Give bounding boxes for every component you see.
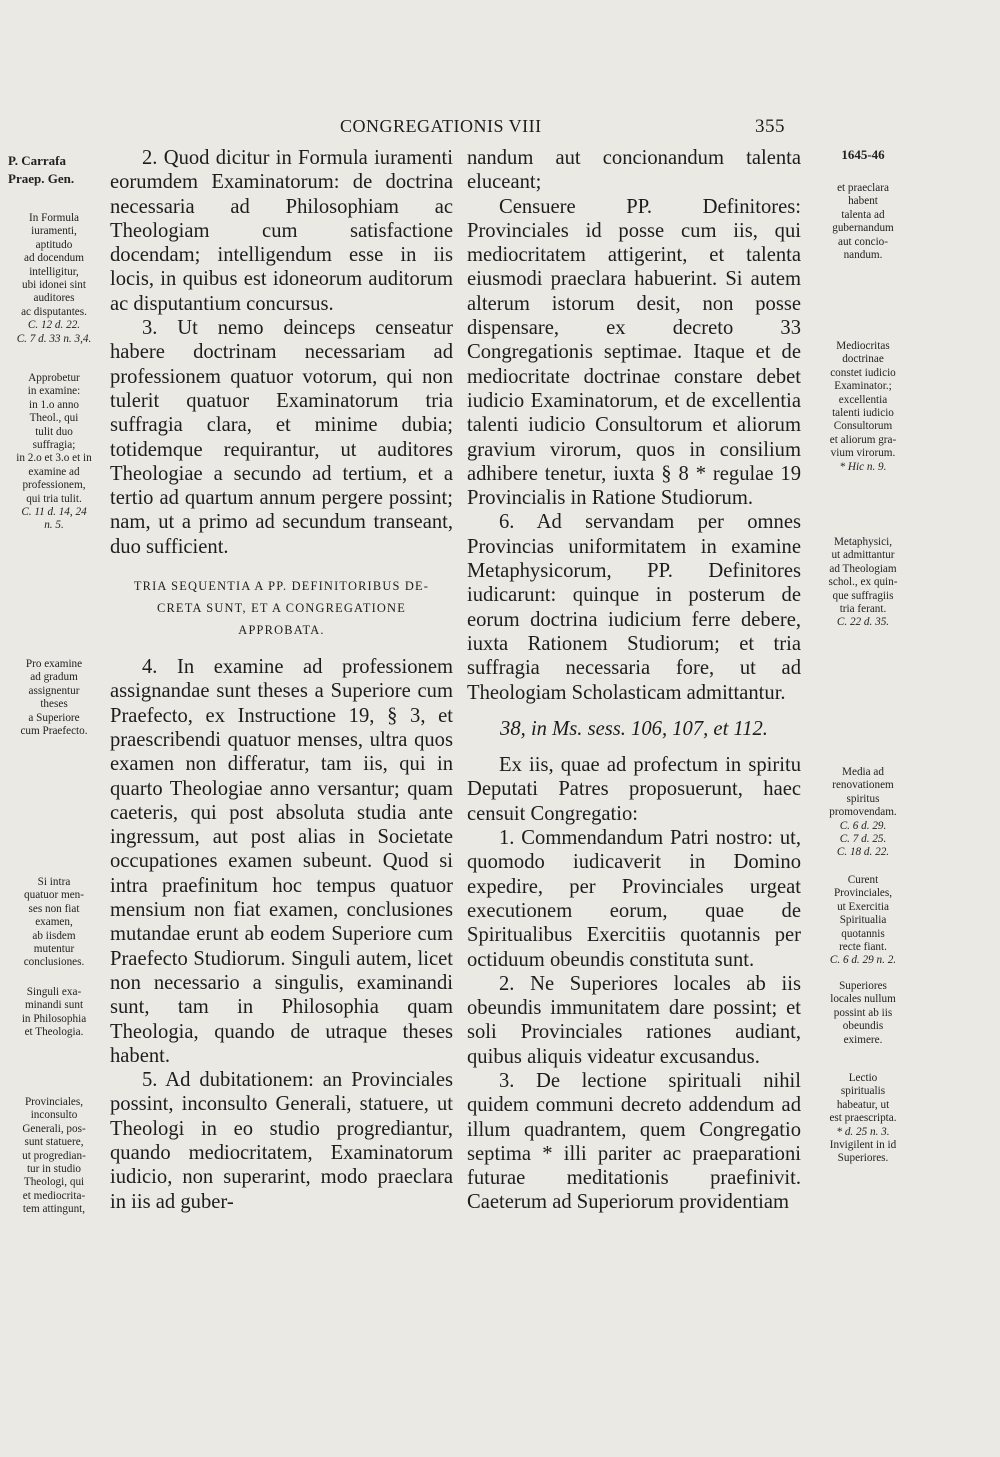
left-note-line: conclusiones. [23, 956, 85, 969]
left-note-line: ad docendum [24, 252, 84, 265]
right-note-line: possint ab iis [833, 1006, 893, 1019]
right-note-reference: C. 18 d. 22. [836, 846, 890, 859]
left-note-line: Theologi, qui [23, 1176, 85, 1189]
left-note-line: ad gradum [30, 671, 78, 684]
left-note-line: mutentur [33, 943, 75, 956]
paragraph-censuere: Censuere PP. Definitores: Provinciales id posse cum iis, qui mediocritatem attigerint, et talenta eiusmodi praeclara habuerint. Si autem alterum istorum desit, non posse dispensare, ex decreto 33 Congregationis septimae. Itaque et de mediocritate doctrinae constare debet iudicio Examinatorum, et de excellentia talenti iudicio Consultorum et aliorum gravium virorum, quos in consilium adhibere tenetur, iuxta § 8 * regulae 19 Provincialis in Ratione Studiorum. [467, 195, 801, 510]
right-note-line: et aliorum gra- [829, 433, 897, 446]
left-note-line: Provinciales, [24, 1096, 84, 1108]
left-note-line: ubi idonei sint [21, 279, 87, 292]
left-note-3 [8, 658, 100, 738]
right-note-line: tria ferant. [839, 603, 887, 616]
right-note-line: Mediocritas [836, 340, 890, 352]
right-note-line: habent [848, 195, 878, 208]
paragraph-4: 4. In examine ad professionem assignandae sunt theses a Superiore cum Praefecto, ex Instructione 19, § 3, et praescribendi quatuor menses, ultra quos examen non differatur, tam iis, qui in quarto Theologiae anno versantur; quam caeteris, qui post absoluta studia ante ingressum, aut post alias in Societate occupationes examen subeunt. Quod si intra praefinitum hoc tempus quatuor mensium non fiat examen, conclusiones mutandae erunt ab eodem Superiore cum Praefecto Studiorum. Singuli autem, licet non necessario a singulis, examinandi sunt, tam in Philosophia quam Theologia, quando de utraque theses habent. [110, 656, 453, 1067]
left-note-line: intelligitur, [29, 265, 79, 278]
left-note-line: a Superiore [28, 711, 80, 724]
left-note-line: Singuli exa- [26, 986, 82, 998]
text-column-right [467, 146, 801, 1215]
right-note-4 [812, 766, 914, 860]
left-note-line: examine ad [28, 465, 80, 478]
right-margin-years: 1645-46 [841, 147, 885, 162]
left-note-line: Pro examine [25, 658, 83, 670]
right-note-line: Provinciales, [833, 887, 893, 900]
right-note-line: gubernandum [832, 222, 894, 235]
right-note-line: ut Exercitia [837, 900, 889, 913]
right-note-line: Superiores [839, 980, 887, 992]
right-note-line: nandum. [843, 249, 883, 262]
left-note-line: professionem, [22, 479, 86, 492]
left-note-line: ses non fiat [28, 902, 80, 915]
paragraph-ex-iis: Ex iis, quae ad profectum in spiritu Deputati Patres proposuerunt, haec censuit Congregatio: [467, 754, 801, 825]
right-note-reference: C. 7 d. 25. [839, 833, 887, 846]
right-note-line: talenta ad [841, 208, 885, 221]
paragraph-spirit-1: 1. Commendandum Patri nostro: ut, quomodo iudicaverit in Domino expedire, per Provinciales urgeat executionem eorum, quae de Spiritualibus Exercitiis quotannis per octiduum obeundis constituta sunt. [467, 827, 801, 971]
right-note-line: Invigilent in id [829, 1139, 897, 1152]
left-note-line: in 1.o anno [28, 398, 80, 411]
left-note-line: assignentur [28, 684, 80, 697]
right-note-line: ad Theologiam [829, 562, 897, 575]
text-column-left [110, 146, 453, 1214]
left-note-6 [8, 1096, 100, 1217]
left-note-line: Generali, pos- [22, 1122, 86, 1135]
left-note-line: et mediocrita- [22, 1189, 86, 1202]
right-note-5 [812, 874, 914, 968]
left-note-2 [8, 372, 100, 533]
section-heading: TRIA SEQUENTIA A PP. DEFINITORIBUS DE- CRETA SUNT, ET A CONGREGATIONE APPROBATA. [133, 579, 430, 638]
paragraph-spirit-3: 3. De lectione spirituali nihil quidem communi decreto addendum ad illum quadrantem, quem Congregatio septima * illi pariter ac praeparationi futurae meditationis praefinivit. Caeterum ad Superiorum providentiam [467, 1069, 801, 1214]
right-note-line: aut concio- [837, 235, 888, 248]
left-note-line: examen, [35, 916, 73, 929]
right-note-line: eximere. [843, 1033, 883, 1046]
left-note-line: auditores [33, 292, 75, 305]
left-note-line: in Philosophia [21, 1012, 87, 1025]
right-note-line: Examinator.; [834, 380, 892, 393]
left-note-5 [8, 986, 100, 1040]
right-note-reference: C. 6 d. 29 n. 2. [829, 954, 897, 967]
right-note-6 [812, 980, 914, 1047]
left-note-line: In Formula [28, 212, 80, 224]
right-note-line: talenti iudicio [832, 407, 894, 420]
left-note-line: tur in studio [26, 1163, 82, 1176]
running-title: CONGREGATIONIS VIII [340, 116, 542, 136]
left-note-line: inconsulto [30, 1109, 78, 1122]
right-note-line: spiritualis [840, 1085, 886, 1098]
right-note-line: obeundis [842, 1020, 884, 1033]
decree-reference: 38, in Ms. sess. 106, 107, et 112. [500, 717, 768, 740]
left-note-line: theses [40, 698, 68, 711]
left-note-line: cum Praefecto. [20, 725, 88, 738]
right-note-line: doctrinae [842, 353, 884, 366]
paragraph-6: 6. Ad servandam per omnes Provincias uniformitatem in examine Metaphysicorum, PP. Definitores iudicarunt: quinque in posterum de eorum doctrina iudicium ferre debere, iuxta Rationem Studiorum; et tria suffragia necessaria fore, ut ad Theologiam Scholasticam admittantur. [467, 511, 801, 704]
left-note-line: quatuor men- [24, 889, 84, 902]
right-note-line: quotannis [841, 927, 885, 940]
right-note-line: est praescripta. [829, 1112, 897, 1125]
left-note-line: Approbetur [28, 372, 80, 384]
left-note-line: minandi sunt [24, 999, 84, 1012]
right-note-line: Lectio [848, 1072, 878, 1084]
right-note-reference: C. 6 d. 29. [839, 819, 887, 832]
left-note-line: in 2.o et 3.o et in [16, 452, 92, 465]
left-note-reference: C. 7 d. 33 n. 3,4. [16, 332, 92, 345]
right-note-reference: * d. 25 n. 3. [836, 1125, 890, 1138]
right-note-line: Consultorum [833, 420, 893, 433]
right-note-line: constet iudicio [830, 366, 896, 379]
right-note-line: Curent [847, 874, 879, 886]
right-note-2 [812, 340, 914, 474]
right-note-line: Media ad [842, 766, 884, 778]
left-note-line: Si intra [37, 876, 71, 888]
right-note-7 [812, 1072, 914, 1166]
right-note-reference: * Hic n. 9. [839, 460, 887, 473]
left-note-line: suffragia; [32, 439, 76, 452]
left-margin-author: P. Carrafa Praep. Gen. [8, 153, 75, 186]
left-note-reference: C. 12 d. 22. [27, 319, 81, 332]
right-note-line: ut admittantur [831, 549, 895, 562]
right-note-line: habeatur, ut [836, 1098, 890, 1111]
left-note-line: ac disputantes. [21, 305, 87, 318]
paragraph-3: 3. Ut nemo deinceps censeatur habere doctrinam necessariam ad professionem quatuor votorum, qui non tulerit quatuor Examinatorum tria suffragia clara, et minime dubia; totidemque requirantur, ut auditores Theologiae a secundo ad tertium, et a tertio ad quartum annum pergere possint; nam, ut a primo ad secundum transeant, duo sufficient. [110, 317, 453, 558]
right-note-line: spiritus [846, 792, 880, 805]
right-note-line: recte fiant. [839, 941, 887, 954]
left-note-reference: n. 5. [44, 519, 64, 532]
right-note-line: vium virorum. [830, 447, 896, 460]
left-note-line: Theol., qui [29, 412, 79, 425]
left-note-line: iuramenti, [31, 225, 77, 238]
right-note-line: et praeclara [837, 182, 889, 194]
left-note-line: ab iisdem [32, 929, 76, 942]
right-note-line: Metaphysici, [833, 536, 893, 548]
paragraph-5-continued: nandum aut concionandum talenta eluceant; [467, 147, 801, 194]
left-note-1 [8, 212, 100, 346]
right-note-3 [812, 536, 914, 630]
right-note-line: excellentia [838, 393, 888, 406]
left-note-line: qui tria tulit. [26, 492, 82, 505]
left-note-line: aptitudo [35, 238, 73, 251]
right-note-line: Spiritualia [839, 914, 887, 927]
right-note-line: locales nullum [830, 993, 896, 1006]
paragraph-spirit-2: 2. Ne Superiores locales ab iis obeundis immunitatem dare possint; et soli Provinciales rationes audiant, quibus aliquis videatur excusandus. [467, 972, 801, 1068]
left-note-line: sunt statuere, [24, 1136, 84, 1149]
left-note-line: et Theologia. [24, 1026, 84, 1039]
left-note-4 [8, 876, 100, 970]
left-note-line: tulit duo [35, 425, 73, 438]
left-note-line: ut progredian- [22, 1149, 86, 1162]
left-note-reference: C. 11 d. 14, 24 [21, 506, 87, 519]
paragraph-2: 2. Quod dicitur in Formula iuramenti eorumdem Examinatorum: de doctrina necessaria ad Philosophiam ac Theologiam cum satisfactione docendam; intelligendum esse in iis locis, in quibus est idoneorum auditorum ac disputantium concursus. [110, 147, 453, 315]
right-note-line: promovendam. [829, 806, 897, 819]
left-note-line: tem attingunt, [22, 1203, 86, 1216]
right-note-line: que suffragiis [832, 589, 894, 602]
right-note-reference: C. 22 d. 35. [836, 616, 890, 629]
left-note-line: in examine: [27, 385, 81, 398]
page-number: 355 [755, 116, 785, 137]
right-note-line: schol., ex quin- [828, 576, 898, 589]
right-note-line: Superiores. [837, 1152, 889, 1165]
right-note-line: renovationem [832, 779, 894, 792]
paragraph-5: 5. Ad dubitationem: an Provinciales possint, inconsulto Generali, statuere, ut Theologi in eo studio progrediantur, quando mediocritatem, Examinatorum iudicio, non superarint, modo praeclara in iis ad guber- [110, 1069, 453, 1213]
right-note-1 [812, 182, 914, 262]
